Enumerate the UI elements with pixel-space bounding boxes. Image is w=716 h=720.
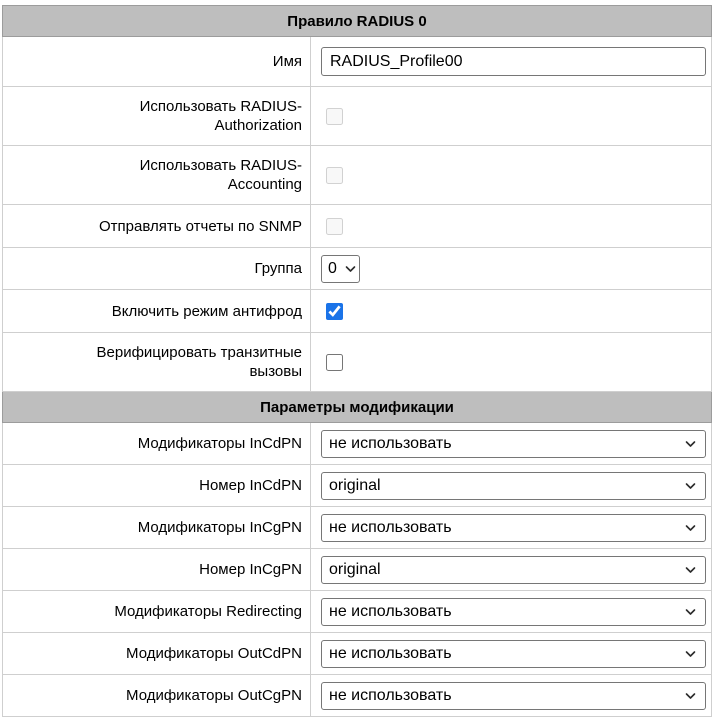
- send-snmp-reports-control-cell: [311, 205, 712, 248]
- use-radius-authorization-checkbox: [326, 108, 343, 125]
- form-row-use-radius-authorization: [3, 87, 712, 146]
- section-title: Параметры модификации: [3, 392, 712, 423]
- radius-rule-form: [2, 5, 712, 717]
- modifiers-incgpn-select-wrap: [321, 514, 706, 542]
- use-radius-authorization-label: Использовать RADIUS-Authorization: [3, 87, 311, 146]
- modifiers-outcgpn-select-wrap: [321, 682, 706, 710]
- number-incgpn-label: Номер InCgPN: [3, 549, 311, 591]
- use-radius-accounting-label: Использовать RADIUS-Accounting: [3, 146, 311, 205]
- group-select[interactable]: [321, 255, 360, 283]
- verify-transit-calls-label: Верифицировать транзитные вызовы: [3, 333, 311, 392]
- name-control-cell: [311, 37, 712, 87]
- group-control-cell: [311, 248, 712, 290]
- form-row-enable-antifraud-mode: [3, 290, 712, 333]
- form-row-name: [3, 37, 712, 87]
- form-row-verify-transit-calls: [3, 333, 712, 392]
- group-select-wrap: [321, 255, 360, 283]
- modifiers-redirecting-control-cell: [311, 591, 712, 633]
- group-label: Группа: [3, 248, 311, 290]
- use-radius-accounting-control-cell: [311, 146, 712, 205]
- name-input[interactable]: [321, 47, 706, 76]
- modifiers-outcgpn-control-cell: [311, 675, 712, 717]
- modifiers-redirecting-select[interactable]: [321, 598, 706, 626]
- verify-transit-calls-control-cell: [311, 333, 712, 392]
- modifiers-incdpn-label: Модификаторы InCdPN: [3, 423, 311, 465]
- send-snmp-reports-checkbox: [326, 218, 343, 235]
- section-title: Правило RADIUS 0: [3, 6, 712, 37]
- form-row-send-snmp-reports: [3, 205, 712, 248]
- modifiers-outcgpn-select[interactable]: [321, 682, 706, 710]
- form-row-modifiers-redirecting: [3, 591, 712, 633]
- use-radius-accounting-checkbox: [326, 167, 343, 184]
- use-radius-authorization-control-cell: [311, 87, 712, 146]
- modifiers-incgpn-control-cell: [311, 507, 712, 549]
- form-row-number-incgpn: [3, 549, 712, 591]
- section-header-row: [3, 392, 712, 423]
- form-row-modifiers-incdpn: [3, 423, 712, 465]
- modifiers-outcdpn-select-wrap: [321, 640, 706, 668]
- number-incdpn-select-wrap: [321, 472, 706, 500]
- modifiers-redirecting-label: Модификаторы Redirecting: [3, 591, 311, 633]
- number-incdpn-control-cell: [311, 465, 712, 507]
- number-incdpn-select[interactable]: [321, 472, 706, 500]
- form-row-number-incdpn: [3, 465, 712, 507]
- modifiers-incdpn-select-wrap: [321, 430, 706, 458]
- name-label: Имя: [3, 37, 311, 87]
- send-snmp-reports-label: Отправлять отчеты по SNMP: [3, 205, 311, 248]
- number-incgpn-control-cell: [311, 549, 712, 591]
- enable-antifraud-mode-control-cell: [311, 290, 712, 333]
- form-row-use-radius-accounting: [3, 146, 712, 205]
- modifiers-incdpn-select[interactable]: [321, 430, 706, 458]
- form-body: [3, 6, 712, 717]
- modifiers-outcdpn-control-cell: [311, 633, 712, 675]
- form-row-modifiers-outcgpn: [3, 675, 712, 717]
- modifiers-outcdpn-select[interactable]: [321, 640, 706, 668]
- form-row-modifiers-incgpn: [3, 507, 712, 549]
- verify-transit-calls-checkbox[interactable]: [326, 354, 343, 371]
- modifiers-redirecting-select-wrap: [321, 598, 706, 626]
- enable-antifraud-mode-label: Включить режим антифрод: [3, 290, 311, 333]
- form-row-modifiers-outcdpn: [3, 633, 712, 675]
- modifiers-outcgpn-label: Модификаторы OutCgPN: [3, 675, 311, 717]
- form-row-group: [3, 248, 712, 290]
- modifiers-incdpn-control-cell: [311, 423, 712, 465]
- number-incgpn-select-wrap: [321, 556, 706, 584]
- modifiers-incgpn-select[interactable]: [321, 514, 706, 542]
- number-incgpn-select[interactable]: [321, 556, 706, 584]
- modifiers-outcdpn-label: Модификаторы OutCdPN: [3, 633, 311, 675]
- section-header-row: [3, 6, 712, 37]
- number-incdpn-label: Номер InCdPN: [3, 465, 311, 507]
- enable-antifraud-mode-checkbox[interactable]: [326, 303, 343, 320]
- modifiers-incgpn-label: Модификаторы InCgPN: [3, 507, 311, 549]
